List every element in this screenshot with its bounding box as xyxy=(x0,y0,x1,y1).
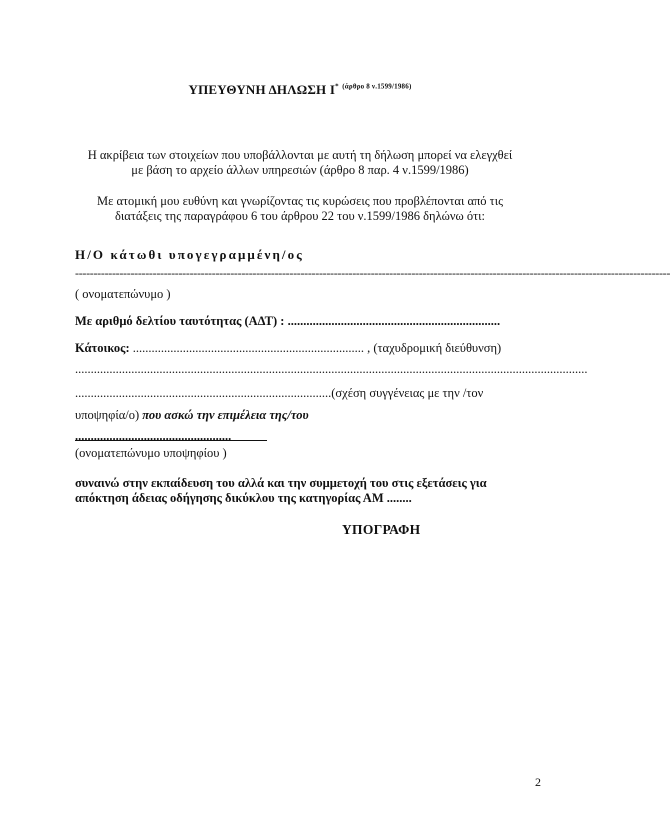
intro-line-4: διατάξεις της παραγράφου 6 του άρθρου 22 του ν.1599/1986 δηλώνω ότι: xyxy=(115,209,485,223)
title-footnote-mark: * xyxy=(335,82,339,91)
candidate-row xyxy=(75,408,309,423)
postal-address-label: , (ταχυδρομική διεύθυνση) xyxy=(367,341,502,355)
title-law-reference: (άρθρο 8 ν.1599/1986) xyxy=(342,82,412,91)
relation-label: (σχέση συγγένειας με την /τον xyxy=(331,386,484,400)
signature-label: ΥΠΟΓΡΑΦΗ xyxy=(342,522,421,537)
resident-field[interactable]: .......................................................................... xyxy=(132,341,364,355)
id-number-label: Με αριθμό δελτίου ταυτότητας (ΑΔΤ) : xyxy=(75,314,285,328)
custody-text: που ασκώ την επιμέλεια της/του xyxy=(142,408,309,422)
id-number-field[interactable]: .................................................................... xyxy=(287,314,501,328)
page-number: 2 xyxy=(535,775,541,789)
fullname-label: ( ονοματεπώνυμο ) xyxy=(75,287,171,301)
relation-row xyxy=(75,386,545,401)
candidate-label: υποψηφία/ο) xyxy=(75,408,140,422)
consent-line-1 xyxy=(75,476,545,491)
title-main: ΥΠΕΥΘΥΝΗ ΔΗΛΩΣΗ Ι xyxy=(188,82,336,97)
address-continuation-field[interactable]: .................................................................................................................................................................... xyxy=(75,362,588,376)
fullname-field[interactable]: ----------------------------------------------------------------------------------------------------------------------------------------------------------------- xyxy=(75,266,670,280)
consent-text-1: συναινώ στην εκπαίδευση του αλλά και την συμμετοχή του στις εξετάσεις για xyxy=(75,476,487,490)
relation-field[interactable]: .................................................................................. xyxy=(75,386,332,400)
consent-line-2: απόκτηση άδειας οδήγησης δικύκλου της κατηγορίας ΑΜ ........ xyxy=(75,491,412,505)
candidate-name-field[interactable]: .................................................. xyxy=(75,429,232,443)
id-number-row xyxy=(75,314,500,329)
undersigned-label: Η/Ο κάτωθι υπογεγραμμένη/ος xyxy=(75,247,304,262)
intro-line-1: Η ακρίβεια των στοιχείων που υποβάλλονται με αυτή τη δήλωση μπορεί να ελεγχθεί xyxy=(87,148,513,162)
resident-label: Κάτοικος: xyxy=(75,341,130,355)
resident-row xyxy=(75,341,501,356)
intro-line-3: Με ατομική μου ευθύνη και γνωρίζοντας τις κυρώσεις που προβλέπονται από τις xyxy=(96,194,504,208)
candidate-name-underline xyxy=(75,440,267,441)
candidate-name-label: (ονοματεπώνυμο υποψηφίου ) xyxy=(75,446,227,460)
page-title xyxy=(0,82,600,98)
intro-line-2: με βάση το αρχείο άλλων υπηρεσιών (άρθρο 8 παρ. 4 ν.1599/1986) xyxy=(131,163,469,177)
